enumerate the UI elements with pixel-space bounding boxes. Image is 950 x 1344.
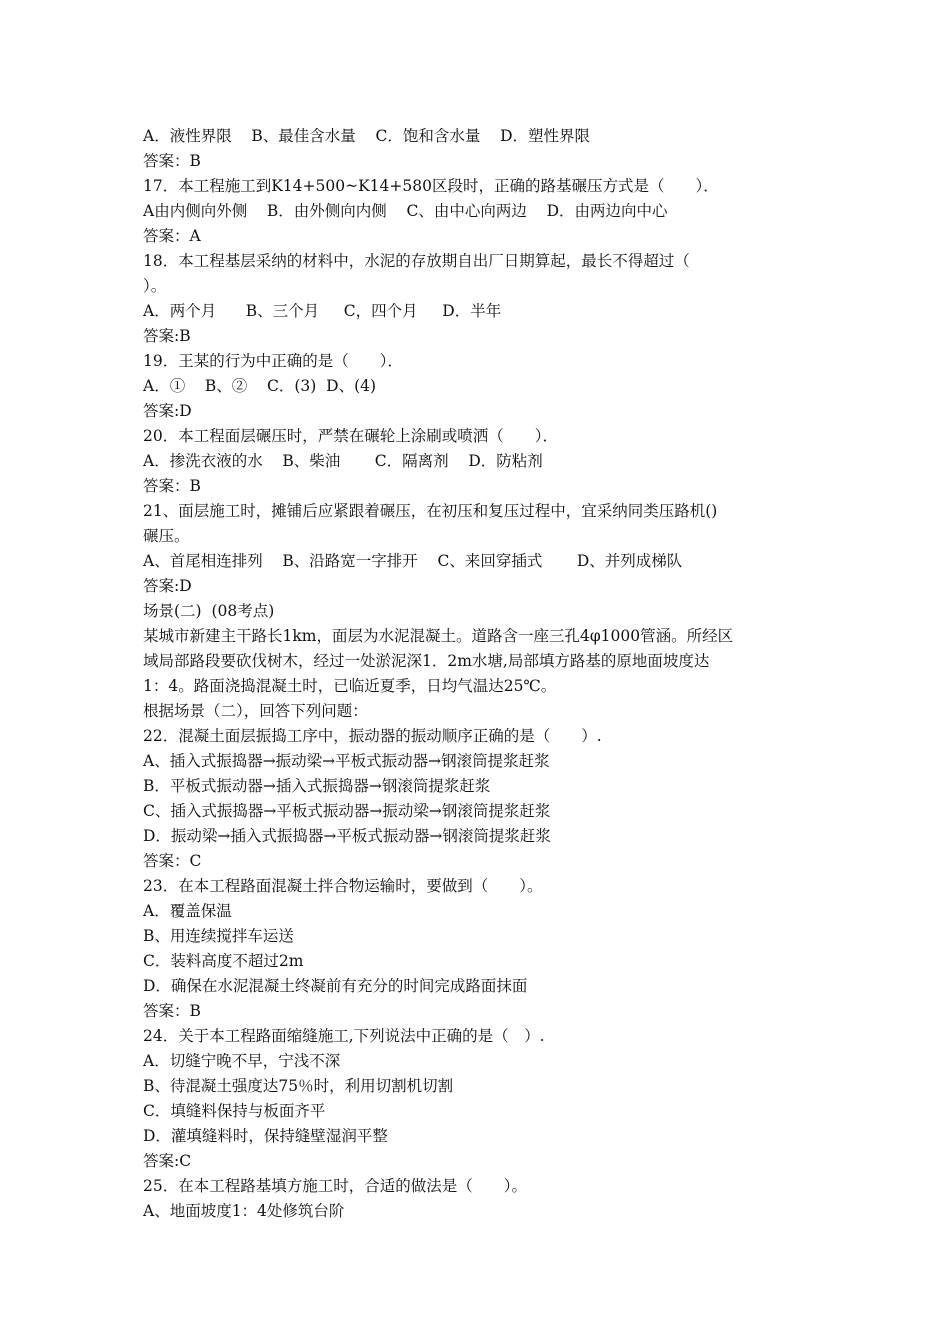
question-17: 17．本工程施工到K14+500~K14+580区段时，正确的路基碾压方式是（ ）． xyxy=(143,177,719,195)
answer-23: 答案：B xyxy=(143,1002,201,1020)
question-18: 18．本工程基层采纳的材料中，水泥的存放期自出厂日期算起，最长不得超过（ xyxy=(143,252,690,270)
scenario-heading: 场景(二) (08考点) xyxy=(143,602,275,620)
options-21: A、首尾相连排列 B、沿路宽一字排开 C、来回穿插式 D、并列成梯队 xyxy=(143,552,683,570)
option-24b: B、待混凝土强度达75％时，利用切割机切割 xyxy=(143,1077,454,1095)
question-19: 19．王某的行为中正确的是（ ）． xyxy=(143,352,403,370)
option-22b: B．平板式振动器→插入式振捣器→钢滚筒提浆赶浆 xyxy=(143,777,491,795)
options-18: A．两个月 B、三个月 C，四个月 D．半年 xyxy=(143,302,502,320)
option-24d: D．灌填缝料时，保持缝壁湿润平整 xyxy=(143,1127,388,1145)
question-24: 24．关于本工程路面缩缝施工,下列说法中正确的是（ ）. xyxy=(143,1027,545,1045)
option-23b: B、用连续搅拌车运送 xyxy=(143,927,294,945)
question-21-cont: 碾压。 xyxy=(143,527,190,545)
question-22: 22．混凝土面层振捣工序中，振动器的振动顺序正确的是（ ）. xyxy=(143,727,602,745)
question-20: 20．本工程面层碾压时，严禁在碾轮上涂刷或喷洒（ ）． xyxy=(143,427,558,445)
scenario-text: 某城市新建主干路长1km，面层为水泥混凝土。道路含一座三孔4φ1000管涵。所经区 xyxy=(143,627,734,645)
document-page xyxy=(143,124,813,1224)
option-22a: A、插入式振捣器→振动梁→平板式振动器→钢滚筒提浆赶浆 xyxy=(143,752,550,770)
answer-20: 答案：B xyxy=(143,477,201,495)
option-22d: D．振动梁→插入式振捣器→平板式振动器→钢滚筒提浆赶浆 xyxy=(143,827,551,845)
answer-17: 答案：A xyxy=(143,227,201,245)
option-23a: A．覆盖保温 xyxy=(143,902,232,920)
options-20: A．掺洗衣液的水 B、柴油 C．隔离剂 D．防粘剂 xyxy=(143,452,543,470)
option-22c: C、插入式振捣器→平板式振动器→振动梁→钢滚筒提浆赶浆 xyxy=(143,802,551,820)
question-23: 23．在本工程路面混凝土拌合物运输时，要做到（ ）。 xyxy=(143,877,543,895)
text-line: A．液性界限 B、最佳含水量 C．饱和含水量 D．塑性界限 xyxy=(143,127,590,145)
option-24c: C．填缝料保持与板面齐平 xyxy=(143,1102,326,1120)
question-21: 21、面层施工时，摊铺后应紧跟着碾压，在初压和复压过程中，宜采纳同类压路机() xyxy=(143,502,718,520)
option-25a: A、地面坡度1：4处修筑台阶 xyxy=(143,1202,345,1220)
question-25: 25．在本工程路基填方施工时，合适的做法是（ ）。 xyxy=(143,1177,527,1195)
answer-18: 答案:B xyxy=(143,327,191,345)
option-24a: A．切缝宁晚不早，宁浅不深 xyxy=(143,1052,341,1070)
answer-line: 答案：B xyxy=(143,152,201,170)
answer-21: 答案:D xyxy=(143,577,192,595)
answer-22: 答案：C xyxy=(143,852,202,870)
scenario-text: 域局部路段要砍伐树木，经过一处淤泥深1．2m水塘,局部填方路基的原地面坡度达 xyxy=(143,652,710,670)
option-23c: C．装料高度不超过2m xyxy=(143,952,304,970)
scenario-instruction: 根据场景（二），回答下列问题： xyxy=(143,702,368,720)
scenario-text: 1：4。路面浇捣混凝土时，已临近夏季，日均气温达25℃。 xyxy=(143,677,557,695)
answer-24: 答案:C xyxy=(143,1152,192,1170)
options-19: A．① B、② C．(3) D、(4) xyxy=(143,377,377,395)
answer-19: 答案:D xyxy=(143,402,192,420)
option-23d: D．确保在水泥混凝土终凝前有充分的时间完成路面抹面 xyxy=(143,977,528,995)
options-17: A由内侧向外侧 B．由外侧向内侧 C、由中心向两边 D．由两边向中心 xyxy=(143,202,668,220)
question-18-cont: ）。 xyxy=(143,277,167,295)
